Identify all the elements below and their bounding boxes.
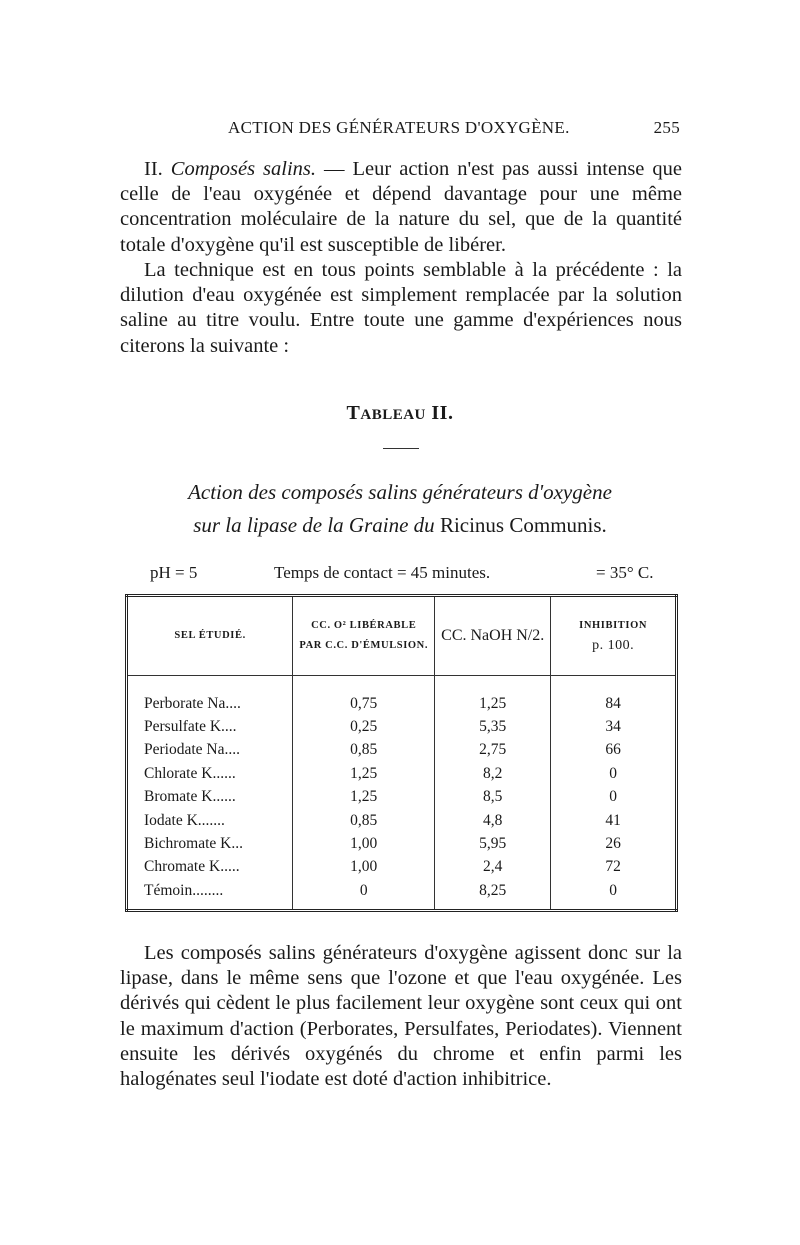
data-table — [125, 594, 678, 912]
running-header — [120, 118, 680, 144]
header-naoh: CC. NaOH N/2. — [435, 596, 551, 676]
title-rule — [383, 448, 419, 449]
table-row: Periodate Na.... 0,85 2,75 66 — [127, 739, 677, 762]
conclusion-text: Les composés salins générateurs d'oxygène agissent donc sur la lipase, dans le même sens que l'ozone et que l'eau oxygénée. Les dérivés qui cèdent le plus facilement leur oxygène sont ceux qui ont le maximum d'action (Perborates, Persulfates, Periodates). Viennent ensuite les dérivés oxygénés du chrome et enfin parmi les halogénates seul l'iodate est doté d'action inhibitrice. — [120, 942, 682, 1091]
table-header-row — [127, 596, 677, 676]
table-row: Bichromate K... 1,00 5,95 26 — [127, 832, 677, 855]
section-intro-paragraph — [120, 157, 682, 258]
ph-condition: pH = 5 — [150, 563, 198, 582]
table-caption-line2: sur la lipase de la Graine du Ricinus Communis. — [193, 513, 607, 537]
header-inhibition: INHIBITION p. 100. — [551, 596, 677, 676]
table-row: Persulfate K.... 0,25 5,35 34 — [127, 715, 677, 738]
technique-text: La technique est en tous points semblable à la précédente : la dilution d'eau oxygénée est simplement remplacée par la solution saline au titre voulu. Entre toute une gamme d'expériences nous citerons la suivante : — [120, 259, 682, 357]
table-row: Chromate K..... 1,00 2,4 72 — [127, 856, 677, 879]
conclusion-paragraph — [120, 941, 682, 1092]
table-row: Chlorate K...... 1,25 8,2 0 — [127, 762, 677, 785]
table-caption-line1: Action des composés salins générateurs d'oxygène — [188, 480, 612, 504]
header-sel: SEL ÉTUDIÉ. — [127, 596, 293, 676]
table-row: Perborate Na.... 0,75 1,25 84 — [127, 676, 677, 716]
header-o2: CC. O² LIBÉRABLE PAR C.C. D'ÉMULSION. — [293, 596, 435, 676]
technique-paragraph — [120, 258, 682, 359]
running-title: ACTION DES GÉNÉRATEURS D'OXYGÈNE. — [228, 118, 570, 137]
contact-time-condition: Temps de contact = 45 minutes. — [274, 563, 491, 582]
table-row: Témoin........ 0 8,25 0 — [127, 879, 677, 910]
page-number: 255 — [653, 118, 680, 137]
section-intro-text: — Leur action n'est pas aussi intense que celle de l'eau oxygénée et dépend davantage pour une même concentration moléculaire de la nature du sel, que de la quantité totale d'oxygène qu'il est susceptible de libérer. — [120, 158, 682, 256]
section-title: Composés salins. — [170, 158, 317, 180]
section-number: II. — [144, 158, 163, 180]
table-row: Bromate K...... 1,25 8,5 0 — [127, 786, 677, 809]
table-title: TABLEAU II. — [346, 402, 454, 424]
table-row: Iodate K....... 0,85 4,8 41 — [127, 809, 677, 832]
temperature-condition: = 35° C. — [596, 563, 654, 582]
